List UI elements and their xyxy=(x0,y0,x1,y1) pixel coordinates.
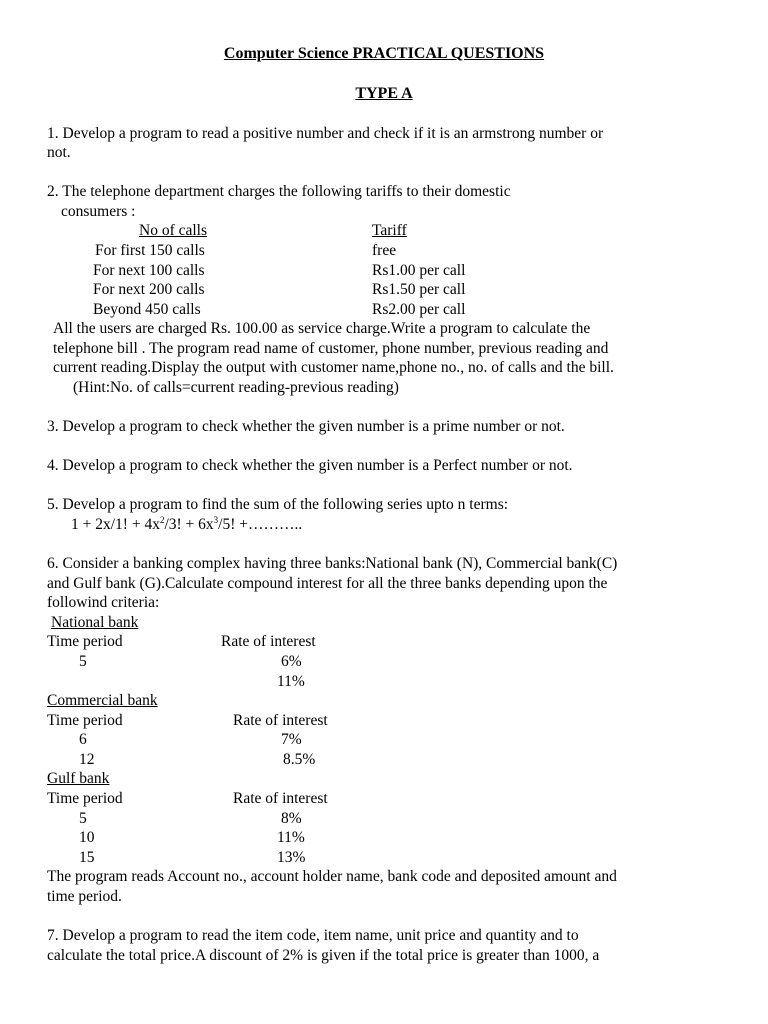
time-period-header: Time period xyxy=(47,790,123,807)
question-2-para-3: current reading.Display the output with customer name,phone no., no. of calls and the bill. xyxy=(53,359,614,376)
time-value: 5 xyxy=(79,810,87,827)
page-subtitle: TYPE A xyxy=(355,85,413,102)
rate-value: 8% xyxy=(281,810,302,827)
question-2-para-2: telephone bill . The program read name of customer, phone number, previous reading and xyxy=(53,340,609,357)
rate-value: 7% xyxy=(281,731,302,748)
series-exponent: 2 xyxy=(159,515,165,525)
question-6-para-2: time period. xyxy=(47,888,122,905)
series-part: /5! +……….. xyxy=(218,516,303,533)
question-6-para-1: The program reads Account no., account holder name, bank code and deposited amount and xyxy=(47,868,617,885)
question-6-line-1: 6. Consider a banking complex having three banks:National bank (N), Commercial bank(C) xyxy=(47,555,618,572)
rate-header: Rate of interest xyxy=(233,712,328,729)
question-2-para-1: All the users are charged Rs. 100.00 as service charge.Write a program to calculate the xyxy=(53,320,591,337)
tariff-row-rate: Rs2.00 per call xyxy=(372,301,466,318)
question-2-line-1: 2. The telephone department charges the following tariffs to their domestic xyxy=(47,183,511,200)
tariff-header-tariff: Tariff xyxy=(372,222,407,239)
question-1-line-2: not. xyxy=(47,144,71,161)
bank-name-gulf: Gulf bank xyxy=(47,770,110,787)
time-period-header: Time period xyxy=(47,633,123,650)
question-2-line-2: consumers : xyxy=(61,203,136,220)
rate-value: 13% xyxy=(277,849,306,866)
page-title: Computer Science PRACTICAL QUESTIONS xyxy=(223,45,545,62)
tariff-row-calls: For first 150 calls xyxy=(95,242,205,259)
tariff-row-calls: For next 200 calls xyxy=(93,281,205,298)
series-expression xyxy=(71,515,302,534)
tariff-row-calls: For next 100 calls xyxy=(93,262,205,279)
question-7-line-1: 7. Develop a program to read the item code, item name, unit price and quantity and to xyxy=(47,927,579,944)
rate-header: Rate of interest xyxy=(233,790,328,807)
question-4: 4. Develop a program to check whether the given number is a Perfect number or not. xyxy=(47,457,573,474)
question-2-hint: (Hint:No. of calls=current reading-previous reading) xyxy=(73,379,399,396)
tariff-row-rate: Rs1.50 per call xyxy=(372,281,466,298)
rate-value: 11% xyxy=(277,829,305,846)
bank-name-national: National bank xyxy=(51,614,139,631)
series-part: /3! + 6x xyxy=(164,516,214,533)
rate-value: 11% xyxy=(277,673,305,690)
series-part: 1 + 2x/1! + 4x xyxy=(71,516,160,533)
question-6-line-2: and Gulf bank (G).Calculate compound interest for all the three banks depending upon the xyxy=(47,575,608,592)
time-period-header: Time period xyxy=(47,712,123,729)
bank-name-commercial: Commercial bank xyxy=(47,692,158,709)
time-value: 12 xyxy=(79,751,95,768)
rate-value: 8.5% xyxy=(283,751,316,768)
rate-header: Rate of interest xyxy=(221,633,316,650)
time-value: 15 xyxy=(79,849,95,866)
time-value: 5 xyxy=(79,653,87,670)
question-3: 3. Develop a program to check whether the given number is a prime number or not. xyxy=(47,418,565,435)
question-7-line-2: calculate the total price.A discount of 2% is given if the total price is greater than 1000, a xyxy=(47,947,600,964)
question-1-line-1: 1. Develop a program to read a positive number and check if it is an armstrong number or xyxy=(47,125,604,142)
question-6-line-3: followind criteria: xyxy=(47,594,160,611)
rate-value: 6% xyxy=(281,653,302,670)
tariff-row-calls: Beyond 450 calls xyxy=(93,301,201,318)
time-value: 10 xyxy=(79,829,95,846)
series-exponent: 3 xyxy=(213,515,219,525)
tariff-row-rate: Rs1.00 per call xyxy=(372,262,466,279)
time-value: 6 xyxy=(79,731,87,748)
tariff-header-calls: No of calls xyxy=(139,222,208,239)
tariff-row-rate: free xyxy=(372,242,397,259)
question-5-line-1: 5. Develop a program to find the sum of the following series upto n terms: xyxy=(47,496,509,513)
